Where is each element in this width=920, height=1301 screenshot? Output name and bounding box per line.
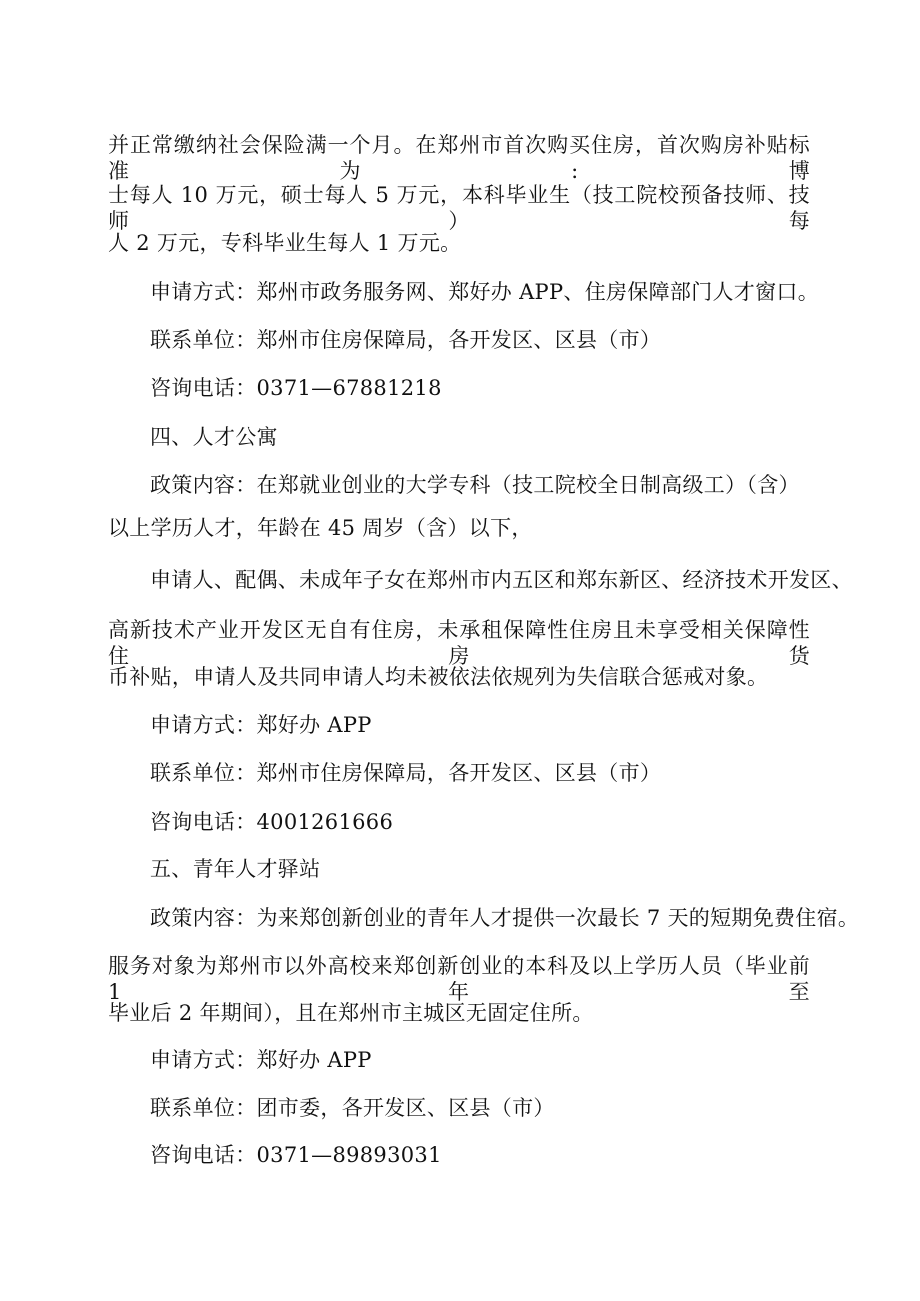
section4-policy-line-1: 政策内容：在郑就业创业的大学专科（技工院校全日制高级工）（含）	[150, 473, 800, 497]
section4-policy-line-2: 以上学历人才，年龄在 45 周岁（含）以下，	[108, 516, 533, 540]
section3-contact-unit: 联系单位：郑州市住房保障局，各开发区、区县（市）	[150, 328, 662, 352]
section4-contact-unit: 联系单位：郑州市住房保障局，各开发区、区县（市）	[150, 761, 662, 785]
section4-heading: 四、人才公寓	[150, 425, 278, 449]
section5-apply-method: 申请方式：郑好办 APP	[150, 1048, 372, 1072]
section5-policy-line-1: 政策内容：为来郑创新创业的青年人才提供一次最长 7 天的短期免费住宿。	[150, 906, 860, 930]
subsidy-paragraph-line-3: 人 2 万元，专科毕业生每人 1 万元。	[108, 231, 462, 255]
subsidy-paragraph-line-2: 士每人 10 万元，硕士每人 5 万元，本科毕业生（技工院校预备技师、技师）每	[108, 183, 810, 233]
subsidy-paragraph-line-1: 并正常缴纳社会保险满一个月。在郑州市首次购买住房，首次购房补贴标准为:博	[108, 133, 810, 183]
section4-phone: 咨询电话：4001261666	[150, 810, 394, 834]
section5-policy-line-3: 毕业后 2 年期间），且在郑州市主城区无固定住所。	[108, 1001, 594, 1025]
section5-heading: 五、青年人才驿站	[150, 857, 321, 881]
section4-condition-line-2: 高新技术产业开发区无自有住房，未承租保障性住房且未享受相关保障性住房货	[108, 618, 810, 668]
section4-condition-line-1: 申请人、配偶、未成年子女在郑州市内五区和郑东新区、经济技术开发区、	[150, 568, 853, 592]
section4-condition-line-3: 币补贴，申请人及共同申请人均未被依法依规列为失信联合惩戒对象。	[108, 665, 769, 689]
section3-phone: 咨询电话：0371—67881218	[150, 376, 442, 400]
section5-policy-line-2: 服务对象为郑州市以外高校来郑创新创业的本科及以上学历人员（毕业前 1 年至	[108, 954, 810, 1004]
section3-apply-method: 申请方式：郑州市政务服务网、郑好办 APP、住房保障部门人才窗口。	[150, 280, 819, 304]
section4-apply-method: 申请方式：郑好办 APP	[150, 713, 372, 737]
section5-phone: 咨询电话：0371—89893031	[150, 1143, 442, 1167]
section5-contact-unit: 联系单位：团市委，各开发区、区县（市）	[150, 1096, 555, 1120]
